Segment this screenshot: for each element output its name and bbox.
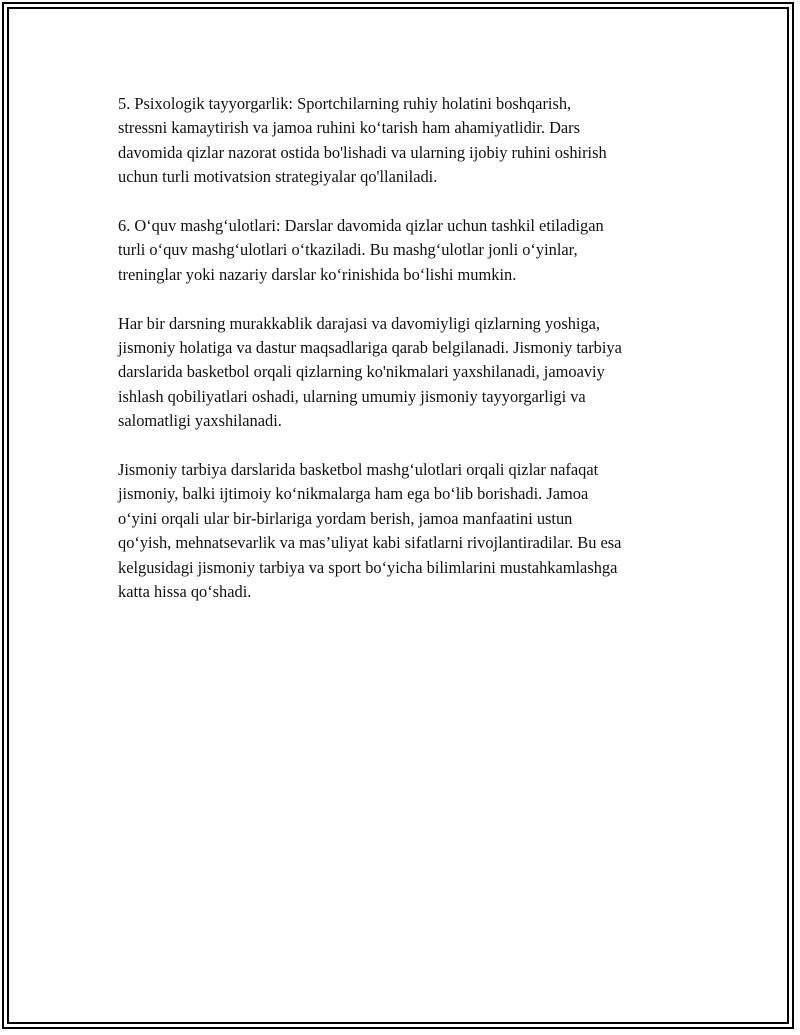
paragraph-psychological-preparation: 5. Psixologik tayyorgarlik: Sportchilarning ruhiy holatini boshqarish, stressni kamaytirish va jamoa ruhini ko‘tarish ham ahamiyatlidir. Dars davomida qizlar nazorat ostida bo'lishadi va ularning ijobiy ruhini oshirish uchun turli motivatsion strategiyalar qo'llaniladi. xyxy=(118,94,607,187)
paragraph-lesson-complexity: Har bir darsning murakkablik darajasi va davomiyligi qizlarning yoshiga, jismoniy holatiga va dastur maqsadlariga qarab belgilanadi. Jismoniy tarbiya darslarida basketbol orqali qizlarning ko'nikmalari yaxshilanadi, jamoaviy ishlash qobiliyatlari oshadi, ularning umumiy jismoniy tayyorgarligi va salomatligi yaxshilanadi. xyxy=(118,313,622,431)
document-body xyxy=(118,92,698,629)
paragraph-training-sessions: 6. O‘quv mashg‘ulotlari: Darslar davomida qizlar uchun tashkil etiladigan turli o‘quv mashg‘ulotlari o‘tkaziladi. Bu mashg‘ulotlar jonli o‘yinlar, treninglar yoki nazariy darslar ko‘rinishida bo‘lishi mumkin. xyxy=(118,216,604,284)
paragraph-social-skills: Jismoniy tarbiya darslarida basketbol mashg‘ulotlari orqali qizlar nafaqat jismoniy, balki ijtimoiy ko‘nikmalarga ham ega bo‘lib borishadi. Jamoa o‘yini orqali ular bir-birlariga yordam berish, jamoa manfaatini ustun qo‘yish, mehnatsevarlik va mas’uliyat kabi sifatlarni rivojlantiradilar. Bu esa kelgusidagi jismoniy tarbiya va sport bo‘yicha bilimlarini mustahkamlashga katta hissa qo‘shadi. xyxy=(118,460,622,602)
